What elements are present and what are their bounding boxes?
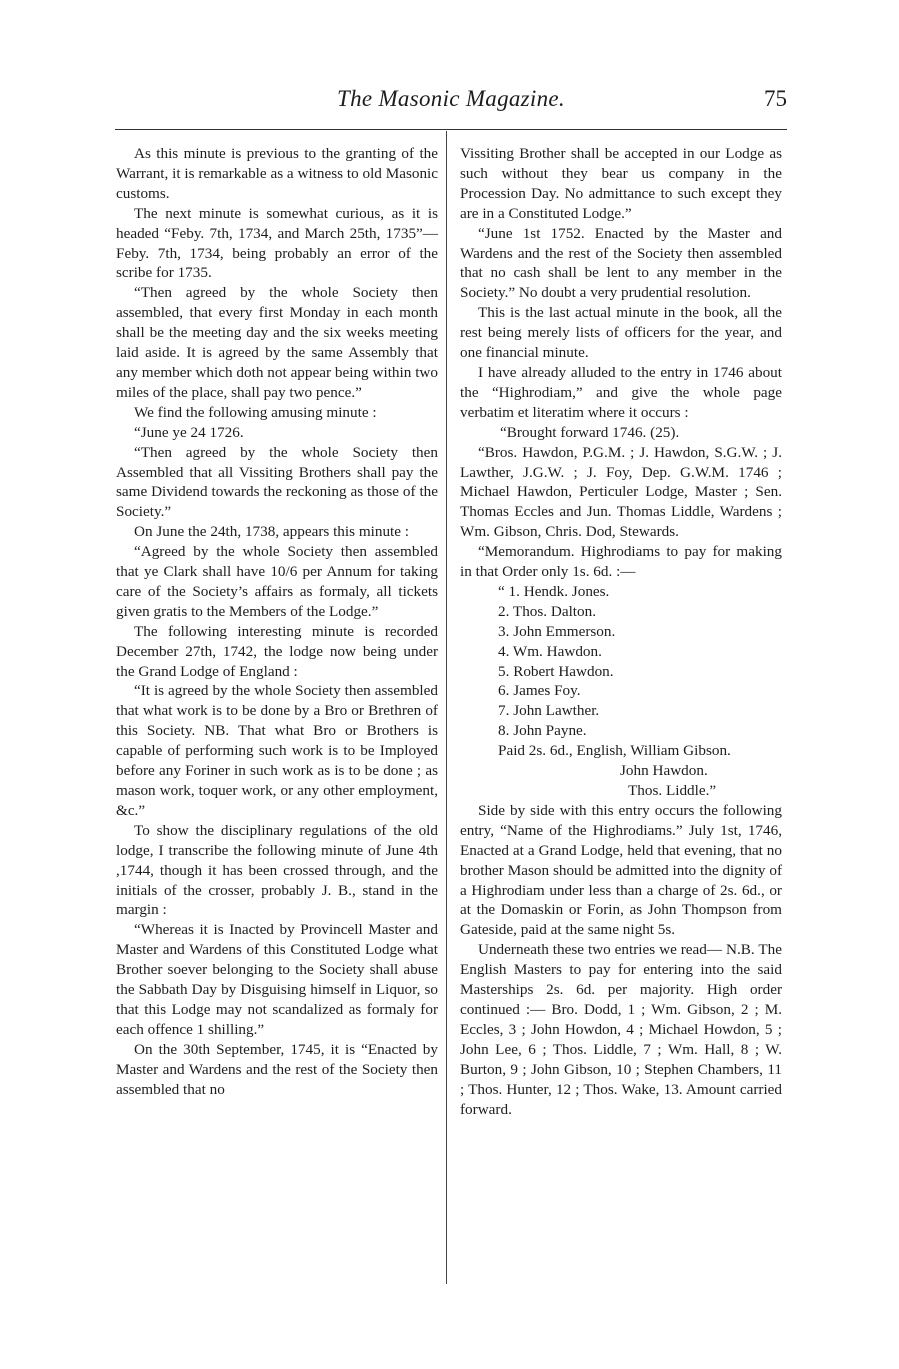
list-item: 8. John Payne. [498,722,587,740]
paragraph: John Hawdon. [620,762,708,780]
paragraph: “Bros. Hawdon, P.G.M. ; J. Hawdon, S.G.W. ; J. Lawther, J.G.W. ; J. Foy, Dep. G.W.M. 1746 ; Michael Hawdon, Perticuler Lodge, Master ; Sen. Thomas Eccles and Jun. Thomas Liddle, Wardens ; Wm. Gibson, Chris. Dod, Stewards. [460,443,782,541]
paragraph: As this minute is previous to the granting of the Warrant, it is remarkable as a witness to old Masonic customs. [116,145,438,202]
list-item: “ 1. Hendk. Jones. [498,582,610,600]
paragraph: We find the following amusing minute : [134,403,377,421]
running-title: The Masonic Magazine. [337,86,565,111]
paragraph: Vissiting Brother shall be accepted in our Lodge as such without they bear us company in the Procession Day. No admittance to such except they are in a Constituted Lodge.” [460,145,782,222]
paragraph: “Then agreed by the whole Society then assembled, that every first Monday in each month shall be the meeting day and the six weeks meeting laid aside. It is agreed by the same Assembly that any member which doth not appear being within two miles of the place, shall pay two pence.” [116,284,438,401]
page-header [115,86,787,122]
paragraph: “Memorandum. Highrodiams to pay for making in that Order only 1s. 6d. :— [460,543,782,581]
list-item: 2. Thos. Dalton. [498,602,597,620]
paragraph: The next minute is somewhat curious, as it is headed “Feby. 7th, 1734, and March 25th, 1735”—Feby. 7th, 1734, being probably an error of the scribe for 1735. [116,204,438,282]
paragraph: To show the disciplinary regulations of the old lodge, I transcribe the following minute of June 4th ,1744, though it has been crossed through, and the initials of the crosser, probably J. B., stand in the margin : [116,821,438,919]
list-item: 7. John Lawther. [498,702,600,720]
list-item: 4. Wm. Hawdon. [498,642,602,660]
column-divider [446,131,447,1284]
list-item: 5. Robert Hawdon. [498,662,614,680]
paragraph: I have already alluded to the entry in 1746 about the “Highrodiam,” and give the whole page verbatim et literatim where it occurs : [460,363,782,421]
list-item: 6. James Foy. [498,682,581,700]
paragraph: This is the last actual minute in the book, all the rest being merely lists of officers for the year, and one financial minute. [460,304,782,362]
list-item: 3. John Emmerson. [498,622,616,640]
paragraph: On the 30th September, 1745, it is “Enacted by Master and Wardens and the rest of the Society then assembled that no [116,1040,438,1098]
page-number: 75 [764,86,787,111]
right-column [460,144,782,1119]
paragraph: Thos. Liddle.” [628,782,717,799]
paragraph: “Then agreed by the whole Society then Assembled that all Vissiting Brothers shall pay the same Dividend towards the reckoning as those of the Society.” [116,443,438,521]
paragraph: “June 1st 1752. Enacted by the Master and Wardens and the rest of the Society then assembled that no cash shall be lent to any member in the Society.” No doubt a very prudential resolution. [460,224,782,302]
paragraph: Side by side with this entry occurs the following entry, “Name of the Highrodiams.” July 1st, 1746, Enacted at a Grand Lodge, held that evening, that no brother Mason should be admitted into the dignity of a Highrodiam under less than a charge of 2s. 6d., or at the Domaskin or Forin, as John Thompson from Gateside, paid at the same night 5s. [460,801,782,939]
paragraph: Underneath these two entries we read— N.B. The English Masters to pay for entering into the said Masterships 2s. 6d. per majority. High order continued :— Bro. Dodd, 1 ; Wm. Gibson, 2 ; M. Eccles, 3 ; John Howdon, 4 ; Michael Howdon, 5 ; John Lee, 6 ; Thos. Liddle, 7 ; Wm. Hall, 8 ; W. Burton, 9 ; John Gibson, 10 ; Stephen Chambers, 11 ; Thos. Hunter, 12 ; Thos. Wake, 13. Amount carried forward. [460,941,782,1118]
paragraph: The following interesting minute is recorded December 27th, 1742, the lodge now being under the Grand Lodge of England : [116,622,438,680]
paragraph: Paid 2s. 6d., English, William Gibson. [498,742,731,760]
paragraph: “It is agreed by the whole Society then assembled that what work is to be done by a Bro or Brethren of this Society. NB. That what Bro or Brothers is capable of performing such work is to be Imployed before any Foriner in such work as is to be done ; as mason work, toquer work, or any other employment, &c.” [116,682,438,819]
left-column [116,144,438,1100]
paragraph: “Whereas it is Inacted by Provincell Master and Master and Wardens of this Constituted Lodge what Brother soever belonging to the Society shall abuse the Sabbath Day by Disguising himself in Liquor, so that this Lodge may not scandalized as formaly for each offence 1 shilling.” [116,921,438,1038]
header-rule [115,129,787,130]
paragraph: On June the 24th, 1738, appears this minute : [134,523,410,541]
paragraph: “Brought forward 1746. (25). [500,423,680,441]
paragraph: “June ye 24 1726. [134,423,244,441]
paragraph: “Agreed by the whole Society then assembled that ye Clark shall have 10/6 per Annum for taking care of the Society’s affairs as formaly, all tickets given gratis to the Members of the Lodge.” [116,543,438,620]
